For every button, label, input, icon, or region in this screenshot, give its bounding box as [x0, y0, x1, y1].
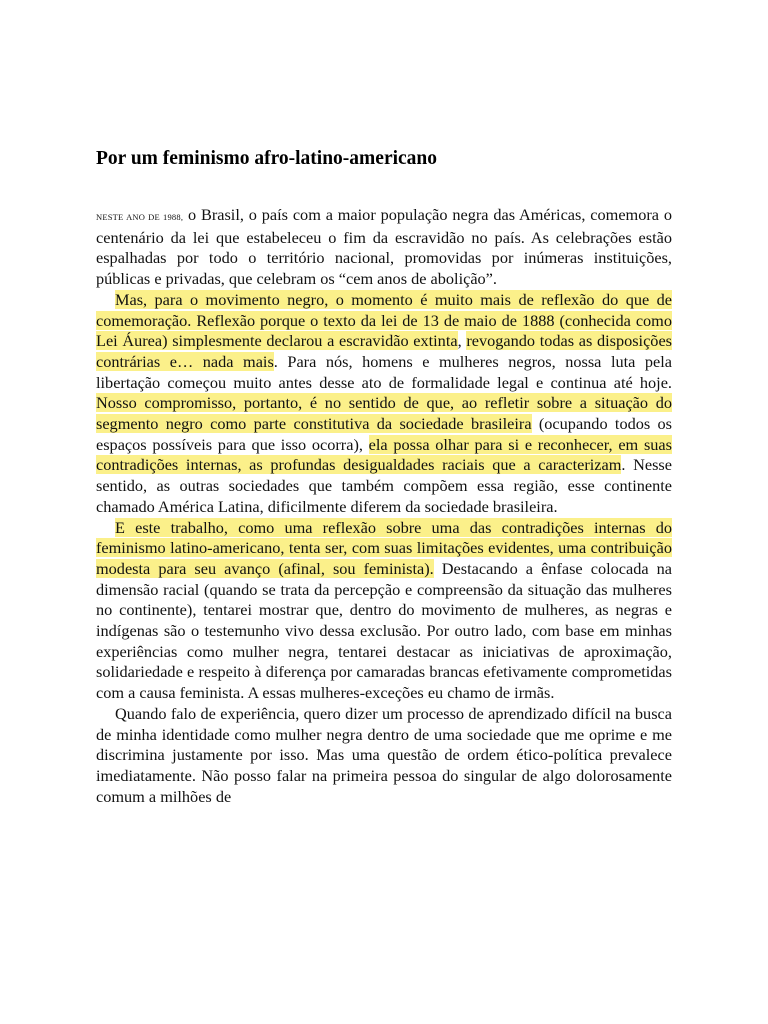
opening-small-caps: NESTE ANO DE 1988, [96, 212, 184, 222]
paragraph-2-text: (ocupando todos os espaços possíveis para que isso ocorra), [96, 414, 672, 454]
paragraph-4-text: Quando falo de experiência, quero dizer um processo de aprendizado difícil na busca de minha identidade como mulher negra dentro de uma sociedade que me oprime e me discrimina justamente por isso. Mas uma questão de ordem ético-política prevalece imediatamente. Não posso falar na primeira pessoa do singular de algo dolorosamente comum a milhões de [96, 703, 672, 806]
paragraph-3 [96, 518, 672, 704]
paragraph-2-text: , [457, 331, 467, 351]
paragraph-2 [96, 290, 672, 518]
highlight: Nosso compromisso, portanto, é no sentido de que, ao refletir sobre a situação do segmento negro como parte constitutiva da sociedade brasileira [96, 393, 672, 434]
body-text [96, 205, 672, 807]
paragraph-4 [96, 704, 672, 808]
highlight: E este trabalho, como uma reflexão sobre uma das contradições internas do feminismo latino-americano, tenta ser, com suas limitações evidentes, uma contribuição modesta para seu avanço (afinal, sou feminista). [96, 517, 672, 578]
highlight: revogando todas as disposições contrárias e… nada mais [96, 331, 673, 371]
paragraph-3-text: Destacando a ênfase colocada na dimensão racial (quando se trata da percepção e compreensão da situação das mulheres no continente), tentarei mostrar que, dentro do movimento de mulheres, as negras e indígenas são o testemunho vivo dessa exclusão. Por outro lado, com base em minhas experiências como mulher negra, tentarei destacar as iniciativas de aproximação, solidariedade e respeito à diferença por camaradas brancas efetivamente comprometidas com a causa feminista. A essas mulheres-exceções eu chamo de irmãs. [96, 558, 673, 703]
paragraph-1 [96, 205, 672, 290]
paragraph-1-text: o Brasil, o país com a maior população negra das Américas, comemora o centenário da lei que estabeleceu o fim da escravidão no país. As celebrações estão espalhadas por todo o território nacional, promovidas por inúmeras instituições, públicas e privadas, que celebram os “cem anos de abolição”. [96, 205, 672, 289]
paragraph-2-text: . Nesse sentido, as outras sociedades que também compõem essa região, esse continente chamado América Latina, dificilmente diferem da sociedade brasileira. [96, 455, 672, 516]
page-title: Por um feminismo afro-latino-americano [96, 148, 438, 169]
highlight: ela possa olhar para si e reconhecer, em suas contradições internas, as profundas desigualdades raciais que a caracterizam [96, 434, 672, 475]
highlight: Mas, para o movimento negro, o momento é muito mais de reflexão do que de comemoração. Reflexão porque o texto da lei de 13 de maio de 1888 (conhecida como Lei Áurea) simplesmente declarou a escravidão extinta [96, 289, 672, 351]
paragraph-2-text: . Para nós, homens e mulheres negros, nossa luta pela libertação começou muito antes desse ato de formalidade legal e continua até hoje. [96, 351, 673, 392]
